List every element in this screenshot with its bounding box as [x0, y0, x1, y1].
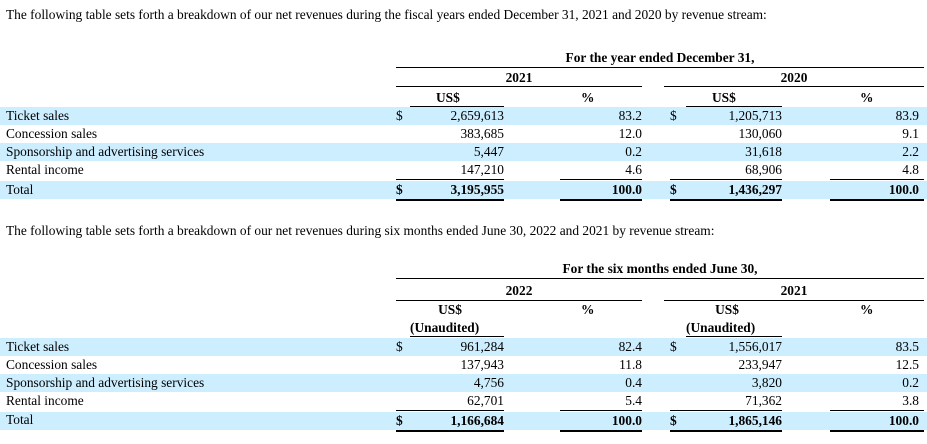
total-double-rule: [560, 199, 642, 201]
amount-cell: 4,756: [473, 375, 504, 390]
amount-cell: 383,685: [460, 126, 504, 141]
amount-cell: 5,447: [473, 144, 504, 159]
percent-cell: 2.2: [902, 144, 919, 159]
header-rule: [396, 278, 924, 279]
header-rule: [396, 67, 924, 68]
total-amount: 1,865,146: [728, 413, 782, 428]
total-label: Total: [6, 412, 34, 427]
total-double-rule: [830, 430, 924, 432]
percent-header-b: %: [860, 302, 874, 317]
currency-header-a: US$: [438, 302, 462, 317]
currency-header-a: US$: [436, 90, 460, 105]
period-header: For the year ended December 31,: [565, 50, 755, 65]
amount-cell: 2,659,613: [450, 108, 504, 123]
unaudited-header-b: (Unaudited): [686, 320, 756, 335]
amount-cell: 3,820: [751, 375, 782, 390]
currency-header-b: US$: [715, 302, 739, 317]
amount-cell: 62,701: [467, 393, 504, 408]
amount-cell: 68,906: [745, 162, 782, 177]
year-rule-a: [396, 86, 642, 87]
percent-cell: 5.4: [625, 393, 642, 408]
subtotal-rule: [396, 179, 504, 180]
percent-cell: 12.5: [895, 357, 919, 372]
total-percent: 100.0: [611, 413, 642, 428]
total-amount: 3,195,955: [450, 182, 504, 197]
dollar-sign: $: [670, 182, 677, 197]
dollar-sign: $: [670, 108, 677, 123]
subtotal-rule: [670, 410, 782, 411]
percent-cell: 0.2: [902, 375, 919, 390]
row-label: Ticket sales: [6, 108, 70, 123]
amount-cell: 961,284: [460, 339, 504, 354]
percent-cell: 3.8: [902, 393, 919, 408]
subtotal-rule: [830, 410, 924, 411]
dollar-sign: $: [670, 339, 677, 354]
row-label: Concession sales: [6, 357, 98, 372]
year-rule-b: [664, 300, 924, 301]
subtotal-rule: [830, 179, 924, 180]
amount-cell: 137,943: [460, 357, 504, 372]
dollar-sign: $: [396, 108, 403, 123]
subtotal-rule: [560, 410, 642, 411]
year-header-a: 2021: [505, 70, 533, 85]
percent-header-a: %: [581, 90, 595, 105]
intro-paragraph-1: The following table sets forth a breakdown of our net revenues during the fiscal years ended December 31, 2021 and 2020 by revenue stream:: [6, 7, 767, 22]
total-double-rule: [396, 430, 504, 432]
row-label: Sponsorship and advertising services: [6, 144, 205, 159]
percent-cell: 0.2: [625, 144, 642, 159]
percent-cell: 83.2: [618, 108, 642, 123]
amount-cell: 31,618: [745, 144, 782, 159]
total-amount: 1,436,297: [728, 182, 782, 197]
year-rule-b: [664, 86, 924, 87]
total-amount: 1,166,684: [450, 413, 504, 428]
percent-cell: 4.8: [902, 162, 919, 177]
period-header: For the six months ended June 30,: [562, 261, 758, 276]
percent-cell: 11.8: [619, 357, 642, 372]
percent-cell: 4.6: [625, 162, 642, 177]
percent-header-b: %: [860, 90, 874, 105]
row-label: Rental income: [6, 162, 84, 177]
amount-cell: 233,947: [738, 357, 782, 372]
dollar-sign: $: [670, 413, 677, 428]
amount-cell: 1,556,017: [728, 339, 782, 354]
total-double-rule: [670, 199, 782, 201]
row-label: Concession sales: [6, 126, 98, 141]
total-percent: 100.0: [611, 182, 642, 197]
amount-cell: 130,060: [738, 126, 782, 141]
row-label: Rental income: [6, 393, 84, 408]
currency-header-b: US$: [712, 90, 736, 105]
year-header-b: 2020: [780, 70, 808, 85]
total-double-rule: [560, 430, 642, 432]
row-label: Ticket sales: [6, 339, 70, 354]
subtotal-rule: [560, 179, 642, 180]
percent-cell: 82.4: [618, 339, 642, 354]
total-double-rule: [396, 199, 504, 201]
dollar-sign: $: [396, 339, 403, 354]
currency-rule-a: [410, 336, 504, 337]
year-rule-a: [396, 300, 642, 301]
amount-cell: 1,205,713: [728, 108, 782, 123]
percent-cell: 83.5: [895, 339, 919, 354]
total-double-rule: [830, 199, 924, 201]
dollar-sign: $: [396, 182, 403, 197]
total-percent: 100.0: [888, 413, 919, 428]
intro-paragraph-2: The following table sets forth a breakdown of our net revenues during six months ended June 30, 2022 and 2021 by revenue stream:: [6, 223, 715, 238]
total-label: Total: [6, 182, 34, 197]
subtotal-rule: [670, 179, 782, 180]
amount-cell: 147,210: [460, 162, 504, 177]
year-header-b: 2021: [780, 283, 808, 298]
currency-rule-b: [686, 336, 782, 337]
total-double-rule: [670, 430, 782, 432]
unaudited-header-a: (Unaudited): [410, 320, 480, 335]
percent-cell: 9.1: [902, 126, 919, 141]
percent-cell: 83.9: [895, 108, 919, 123]
total-percent: 100.0: [888, 182, 919, 197]
percent-cell: 12.0: [618, 126, 642, 141]
subtotal-rule: [396, 410, 504, 411]
percent-cell: 0.4: [625, 375, 642, 390]
dollar-sign: $: [396, 413, 403, 428]
percent-header-a: %: [581, 302, 595, 317]
amount-cell: 71,362: [745, 393, 782, 408]
year-header-a: 2022: [505, 283, 533, 298]
row-label: Sponsorship and advertising services: [6, 375, 205, 390]
